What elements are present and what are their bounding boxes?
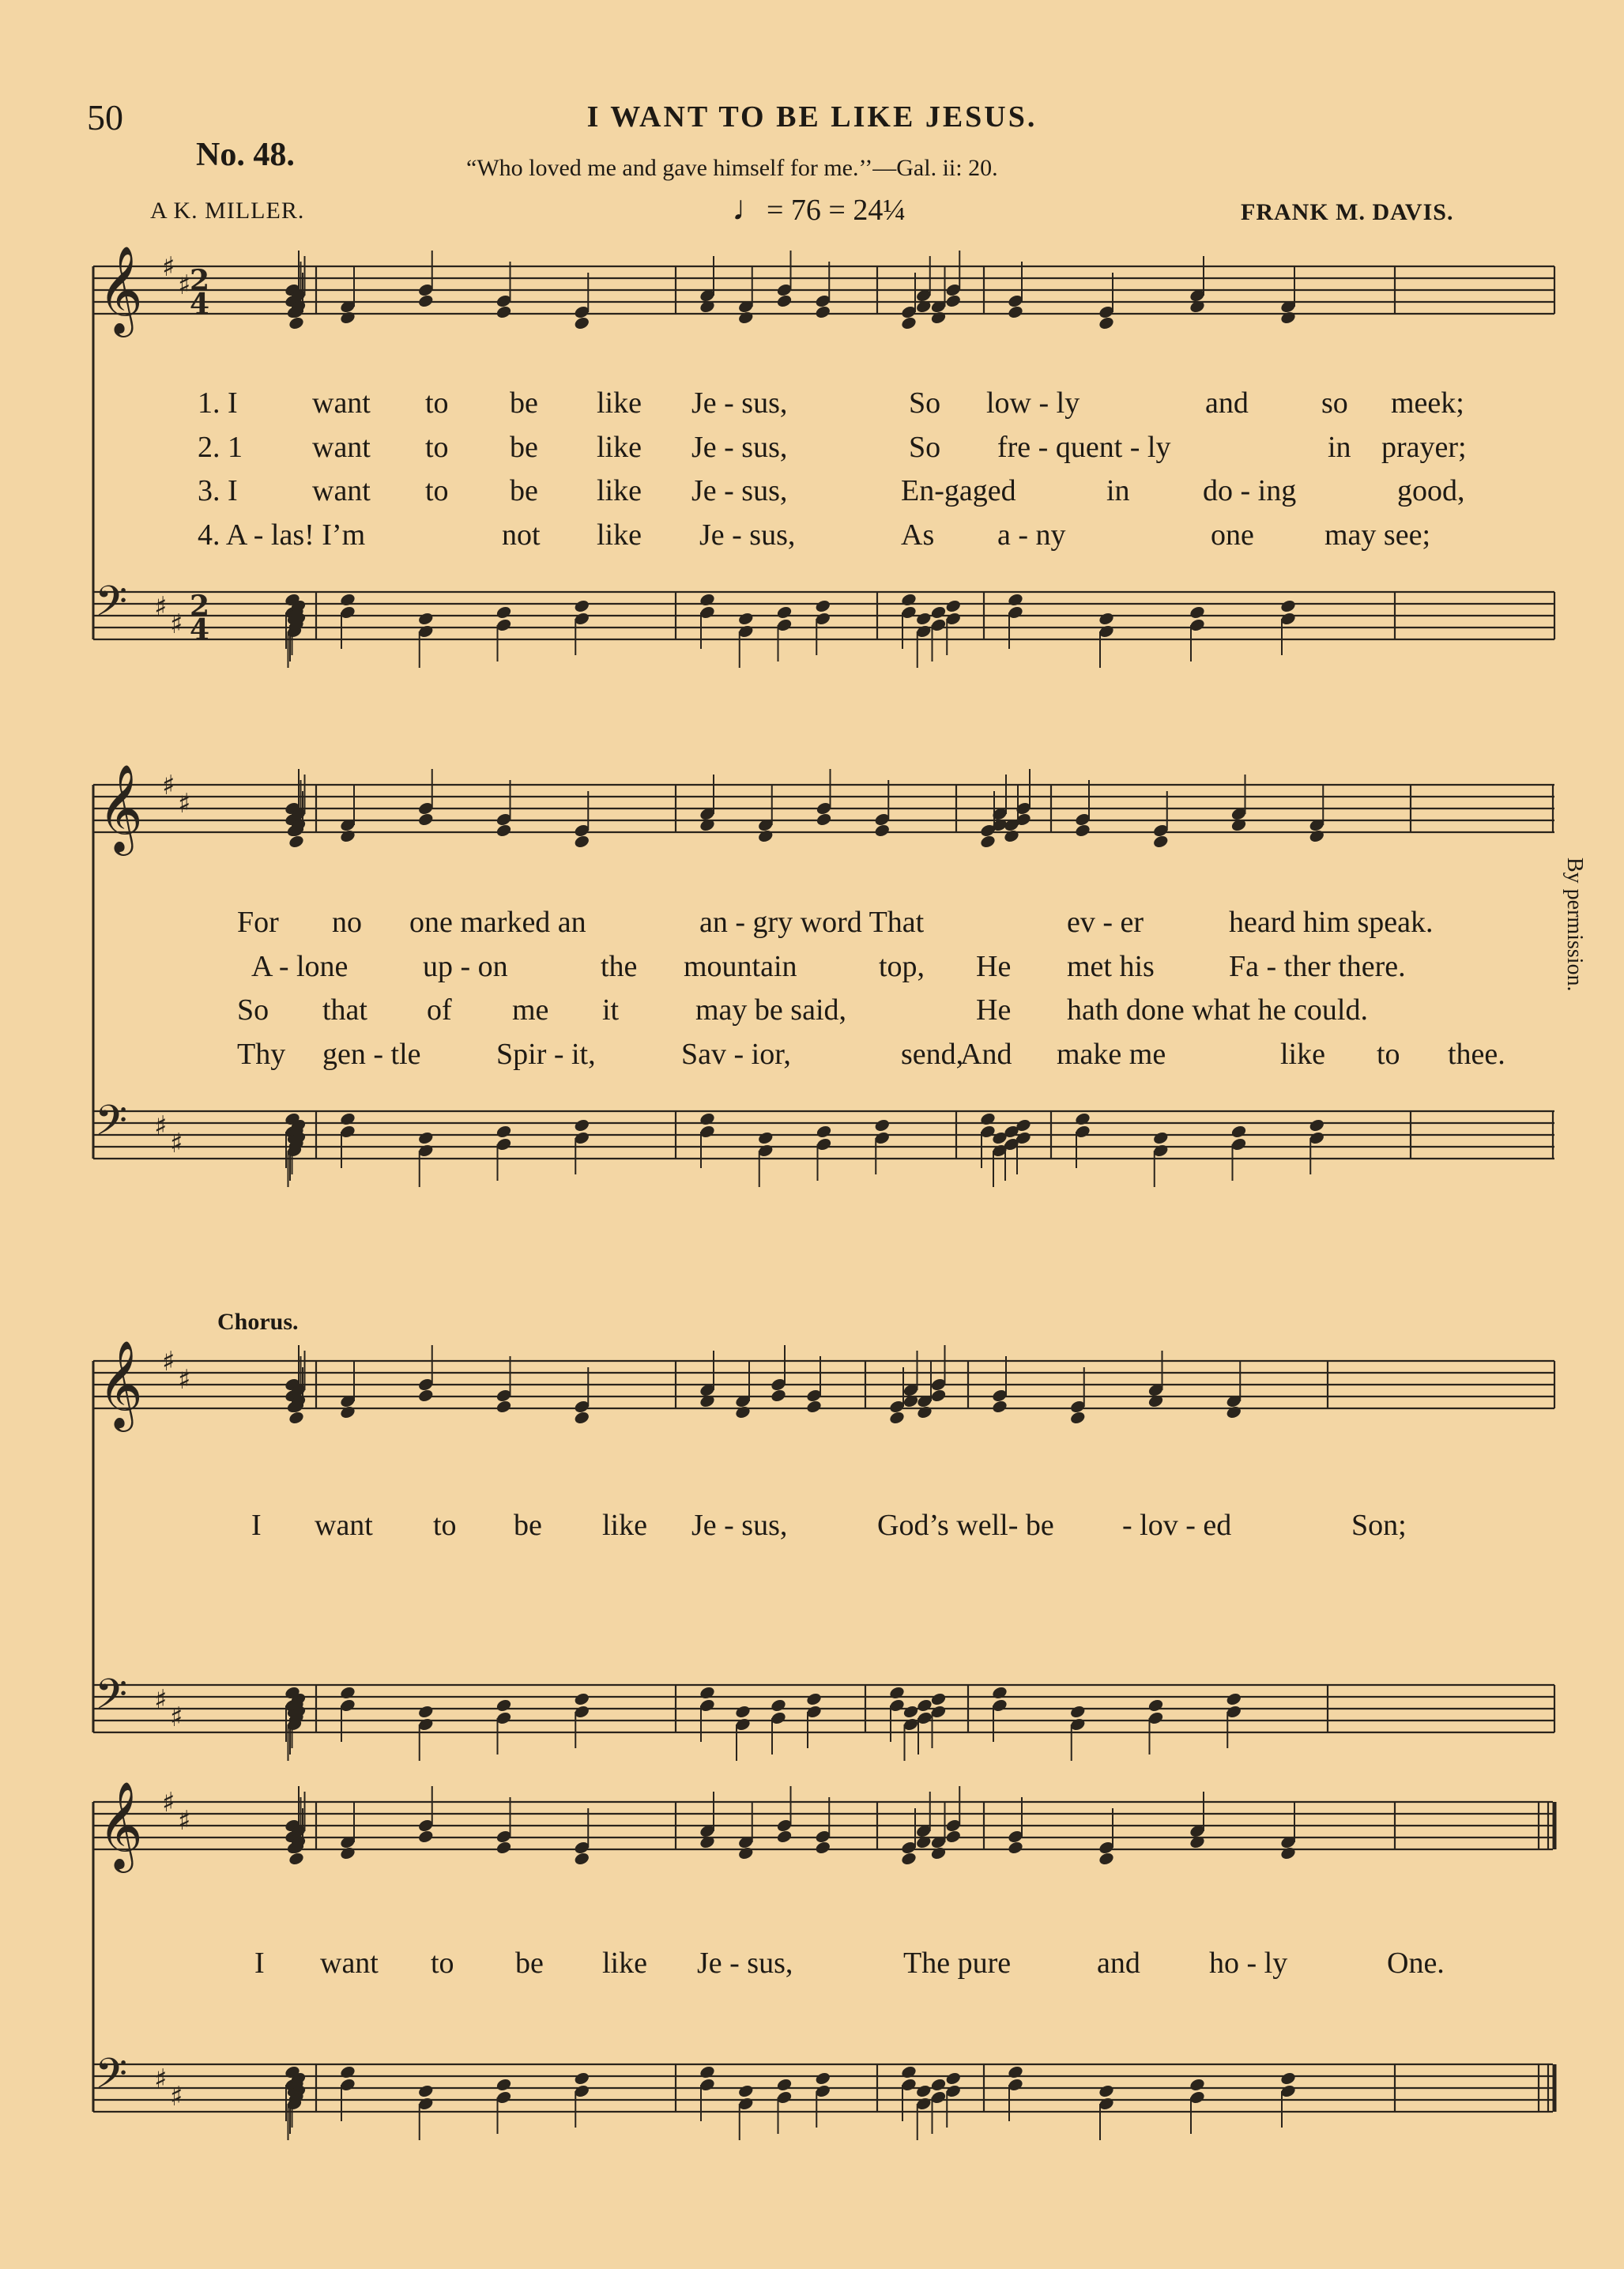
lyric-word: like [602, 1509, 647, 1542]
lyricist-credit: A K. MILLER. [150, 198, 305, 224]
sharp-icon: ♯ [178, 269, 191, 301]
note-head-icon [573, 1691, 590, 1706]
note-head-icon [1074, 823, 1091, 838]
note-head-icon [1007, 592, 1024, 607]
lyric-word: good, [1397, 474, 1465, 507]
lyric-word: may see; [1324, 518, 1431, 552]
note-head-icon [814, 304, 831, 319]
note-head-icon [1279, 310, 1297, 325]
treble-clef-icon: 𝄞 [98, 1781, 143, 1869]
lyric-word: no [332, 906, 362, 939]
lyric-word: So [909, 386, 941, 420]
note-head-icon [699, 1111, 716, 1126]
note-head-icon [1279, 1845, 1297, 1860]
lyric-word: to [431, 1947, 454, 1980]
note-head-icon [1007, 1840, 1024, 1855]
note-head-icon [573, 1118, 590, 1133]
lyric-word: Sav - ior, [681, 1038, 791, 1071]
treble-clef-icon: 𝄞 [98, 763, 143, 852]
note-head-icon [288, 1410, 305, 1425]
note-head-icon [495, 1840, 513, 1855]
lyric-word: ho - ly [1209, 1947, 1288, 1980]
scripture-epigraph: “Who loved me and gave himself for me.’’—Gal. ii: 20. [466, 155, 998, 181]
lyric-word: and [1097, 1947, 1140, 1980]
note-head-icon [930, 1388, 948, 1403]
note-head-icon [288, 1851, 305, 1866]
lyric-word: like [597, 474, 642, 507]
time-signature-icon: 4 [190, 613, 210, 646]
time-signature-icon: 4 [190, 288, 210, 321]
note-head-icon [417, 1829, 435, 1844]
note-head-icon [888, 1685, 906, 1700]
note-head-icon [417, 2083, 435, 2098]
note-head-icon [776, 2077, 793, 2092]
permission-note: By permission. [1562, 857, 1587, 992]
lyric-word: meek; [1391, 386, 1464, 420]
lyric-word: of [427, 993, 452, 1027]
lyric-word: prayer; [1381, 431, 1467, 464]
lyric-word: Son; [1351, 1509, 1407, 1542]
lyric-word: an - gry word That [699, 906, 925, 939]
lyric-word: low - ly [986, 386, 1080, 420]
note-head-icon [900, 2064, 918, 2079]
lyric-word: a - ny [997, 518, 1066, 552]
lyric-word: So [237, 993, 269, 1027]
note-head-icon [1147, 1698, 1165, 1713]
note-head-icon [1308, 1118, 1325, 1133]
lyric-word: do - ing [1203, 474, 1297, 507]
lyric-word: 3. I [198, 474, 238, 507]
lyric-word: in [1328, 431, 1351, 464]
sharp-icon: ♯ [178, 1805, 191, 1837]
note-head-icon [339, 1404, 356, 1419]
note-head-icon [495, 304, 513, 319]
lyric-word: like [597, 518, 642, 552]
lyric-word: I [254, 1947, 265, 1980]
lyric-word: Je - sus, [691, 1509, 788, 1542]
lyric-word: up - on [423, 950, 508, 983]
note-head-icon [888, 1410, 906, 1425]
lyric-word: like [597, 431, 642, 464]
note-head-icon [1007, 2064, 1024, 2079]
lyric-word: As [901, 518, 935, 552]
lyric-word: like [597, 386, 642, 420]
lyric-word: be [510, 474, 538, 507]
bass-clef-icon: 𝄢 [95, 578, 128, 636]
lyric-word: gen - tle [322, 1038, 421, 1071]
lyric-word: me [512, 993, 549, 1027]
lyric-word: it [602, 993, 620, 1027]
time-signature-icon: 2 [190, 590, 210, 623]
lyric-word: Je - sus, [691, 474, 788, 507]
lyric-word: may be said, [695, 993, 847, 1027]
note-head-icon [737, 310, 755, 325]
note-head-icon [873, 1118, 891, 1133]
note-head-icon [930, 1691, 948, 1706]
lyric-word: one marked an [409, 906, 586, 939]
note-head-icon [417, 812, 435, 827]
sharp-icon: ♯ [170, 1702, 183, 1733]
note-head-icon [776, 1829, 793, 1844]
lyric-word: like [1280, 1038, 1325, 1071]
note-head-icon [1098, 315, 1115, 330]
note-head-icon [1003, 828, 1020, 843]
note-head-icon [776, 605, 793, 620]
note-head-icon [805, 1399, 823, 1414]
note-head-icon [900, 1851, 918, 1866]
note-head-icon [915, 611, 933, 626]
note-head-icon [339, 1111, 356, 1126]
note-head-icon [495, 1399, 513, 1414]
lyric-word: and [1205, 386, 1249, 420]
note-head-icon [757, 828, 774, 843]
lyric-word: met his [1067, 950, 1155, 983]
note-head-icon [1098, 2083, 1115, 2098]
lyric-word: Je - sus, [691, 431, 788, 464]
lyric-word: so [1321, 386, 1348, 420]
note-head-icon [1098, 1851, 1115, 1866]
note-head-icon [900, 315, 918, 330]
lyric-word: that [322, 993, 367, 1027]
note-head-icon [699, 2064, 716, 2079]
note-head-icon [737, 611, 755, 626]
note-head-icon [814, 1840, 831, 1855]
note-head-icon [944, 293, 962, 308]
lyric-word: heard him speak. [1229, 906, 1434, 939]
note-head-icon [873, 823, 891, 838]
lyric-word: I [251, 1509, 262, 1542]
note-head-icon [1189, 605, 1206, 620]
lyric-word: He [976, 993, 1012, 1027]
note-head-icon [573, 1410, 590, 1425]
note-head-icon [573, 598, 590, 613]
note-head-icon [1152, 1130, 1170, 1145]
lyric-word: to [433, 1509, 457, 1542]
sharp-icon: ♯ [154, 1684, 168, 1716]
lyric-word: And [960, 1038, 1012, 1071]
note-head-icon [944, 1829, 962, 1844]
lyric-word: fre - quent - ly [997, 431, 1171, 464]
note-head-icon [737, 1845, 755, 1860]
lyric-word: Thy [237, 1038, 286, 1071]
note-head-icon [900, 592, 918, 607]
lyric-word: want [312, 431, 371, 464]
sharp-icon: ♯ [154, 2064, 168, 2095]
bass-clef-icon: 𝄢 [95, 2050, 128, 2109]
note-head-icon [699, 592, 716, 607]
note-head-icon [1152, 834, 1170, 849]
note-head-icon [573, 315, 590, 330]
note-head-icon [495, 823, 513, 838]
lyric-word: be [510, 431, 538, 464]
composer-credit: FRANK M. DAVIS. [1241, 199, 1454, 225]
note-head-icon [573, 2071, 590, 2086]
lyric-word: in [1106, 474, 1130, 507]
note-head-icon [737, 2083, 755, 2098]
bass-clef-icon: 𝄢 [95, 1097, 128, 1155]
note-head-icon [339, 2064, 356, 2079]
hymn-title: I WANT TO BE LIKE JESUS. [586, 100, 1038, 134]
sharp-icon: ♯ [162, 1346, 175, 1378]
lyric-word: want [320, 1947, 379, 1980]
sharp-icon: ♯ [178, 1364, 191, 1396]
note-head-icon [930, 2077, 948, 2092]
note-head-icon [776, 293, 793, 308]
lyric-word: want [315, 1509, 373, 1542]
treble-clef-icon: 𝄞 [98, 1340, 143, 1428]
note-head-icon [699, 1685, 716, 1700]
sharp-icon: ♯ [162, 251, 175, 283]
lyric-word: make me [1057, 1038, 1166, 1071]
note-head-icon [814, 2071, 831, 2086]
time-signature-icon: 2 [190, 264, 210, 297]
note-head-icon [930, 605, 948, 620]
note-head-icon [1074, 1111, 1091, 1126]
lyric-word: want [312, 386, 371, 420]
note-head-icon [339, 1685, 356, 1700]
lyric-word: The pure [903, 1947, 1012, 1980]
sharp-icon: ♯ [154, 591, 168, 623]
lyric-word: be [515, 1947, 544, 1980]
lyric-word: A - lone [251, 950, 349, 983]
note-head-icon [417, 1704, 435, 1719]
note-head-icon [816, 812, 833, 827]
treble-clef-icon: 𝄞 [98, 245, 143, 334]
note-head-icon [734, 1704, 752, 1719]
sharp-icon: ♯ [162, 1787, 175, 1819]
note-head-icon [1225, 1404, 1242, 1419]
lyric-word: 1. I [198, 386, 238, 420]
sharp-icon: ♯ [170, 2081, 183, 2113]
lyric-word: send, [901, 1038, 964, 1071]
note-head-icon [339, 828, 356, 843]
lyric-word: to [425, 431, 449, 464]
note-head-icon [930, 310, 948, 325]
lyric-word: For [237, 906, 279, 939]
note-head-icon [944, 598, 962, 613]
lyric-word: the [601, 950, 638, 983]
note-head-icon [288, 315, 305, 330]
sharp-icon: ♯ [154, 1110, 168, 1142]
lyric-word: be [514, 1509, 542, 1542]
lyric-word: like [602, 1947, 647, 1980]
note-head-icon [991, 1685, 1008, 1700]
note-head-icon [1069, 1704, 1087, 1719]
note-head-icon [1308, 828, 1325, 843]
note-head-icon [1230, 1124, 1248, 1139]
lyric-word: hath done what he could. [1067, 993, 1368, 1027]
bass-clef-icon: 𝄢 [95, 1671, 128, 1729]
note-head-icon [816, 1124, 833, 1139]
lyric-word: be [510, 386, 538, 420]
note-head-icon [757, 1130, 774, 1145]
note-head-icon [991, 1399, 1008, 1414]
note-head-icon [734, 1404, 752, 1419]
quarter-note-icon: ♩ [732, 189, 767, 228]
note-head-icon [339, 310, 356, 325]
lyric-word: 2. 1 [198, 431, 243, 464]
note-head-icon [417, 611, 435, 626]
page-number: 50 [87, 97, 123, 138]
lyric-word: one [1211, 518, 1254, 552]
lyric-word: Je - sus, [697, 1947, 793, 1980]
lyric-word: Fa - ther there. [1229, 950, 1406, 983]
note-head-icon [495, 605, 513, 620]
note-head-icon [417, 293, 435, 308]
note-head-icon [915, 2083, 933, 2098]
lyric-word: God’s well- be [877, 1509, 1054, 1542]
note-head-icon [495, 1698, 513, 1713]
note-head-icon [770, 1388, 787, 1403]
note-head-icon [339, 1845, 356, 1860]
note-head-icon [1279, 2071, 1297, 2086]
note-head-icon [814, 598, 831, 613]
lyric-word: want [312, 474, 371, 507]
lyric-word: top, [879, 950, 925, 983]
note-head-icon [288, 834, 305, 849]
lyric-word: He [976, 950, 1012, 983]
lyric-word: Je - sus, [699, 518, 796, 552]
note-head-icon [1069, 1410, 1087, 1425]
sharp-icon: ♯ [170, 1128, 183, 1159]
note-head-icon [1225, 1691, 1242, 1706]
note-head-icon [1007, 304, 1024, 319]
note-head-icon [495, 1124, 513, 1139]
note-head-icon [944, 2071, 962, 2086]
note-head-icon [979, 834, 997, 849]
note-head-icon [930, 1845, 948, 1860]
note-head-icon [805, 1691, 823, 1706]
lyric-word: thee. [1448, 1038, 1505, 1071]
lyric-word: - lov - ed [1122, 1509, 1232, 1542]
hymn-number: No. 48. [196, 137, 295, 173]
tempo-value: = 76 = 24¼ [767, 194, 906, 227]
note-head-icon [770, 1698, 787, 1713]
note-head-icon [1098, 611, 1115, 626]
note-head-icon [979, 1111, 997, 1126]
note-head-icon [417, 1130, 435, 1145]
chorus-label: Chorus. [217, 1309, 299, 1335]
lyric-word: to [425, 386, 449, 420]
lyric-word: One. [1387, 1947, 1445, 1980]
lyric-word: So [909, 431, 941, 464]
note-head-icon [339, 592, 356, 607]
lyric-word: not [502, 518, 541, 552]
lyric-word: Je - sus, [691, 386, 788, 420]
note-head-icon [1279, 598, 1297, 613]
sharp-icon: ♯ [170, 609, 183, 640]
sharp-icon: ♯ [162, 770, 175, 801]
lyric-word: Spir - it, [496, 1038, 596, 1071]
lyric-word: En-gaged [901, 474, 1016, 507]
note-head-icon [1189, 2077, 1206, 2092]
lyric-word: 4. A - las! I’m [198, 518, 366, 552]
note-head-icon [495, 2077, 513, 2092]
lyric-word: mountain [684, 950, 797, 983]
sharp-icon: ♯ [178, 788, 191, 820]
lyric-word: ev - er [1067, 906, 1144, 939]
note-head-icon [417, 1388, 435, 1403]
note-head-icon [902, 1704, 920, 1719]
note-head-icon [916, 1404, 933, 1419]
lyric-word: to [1377, 1038, 1400, 1071]
note-head-icon [573, 834, 590, 849]
note-head-icon [916, 1698, 933, 1713]
lyric-word: to [425, 474, 449, 507]
note-head-icon [573, 1851, 590, 1866]
